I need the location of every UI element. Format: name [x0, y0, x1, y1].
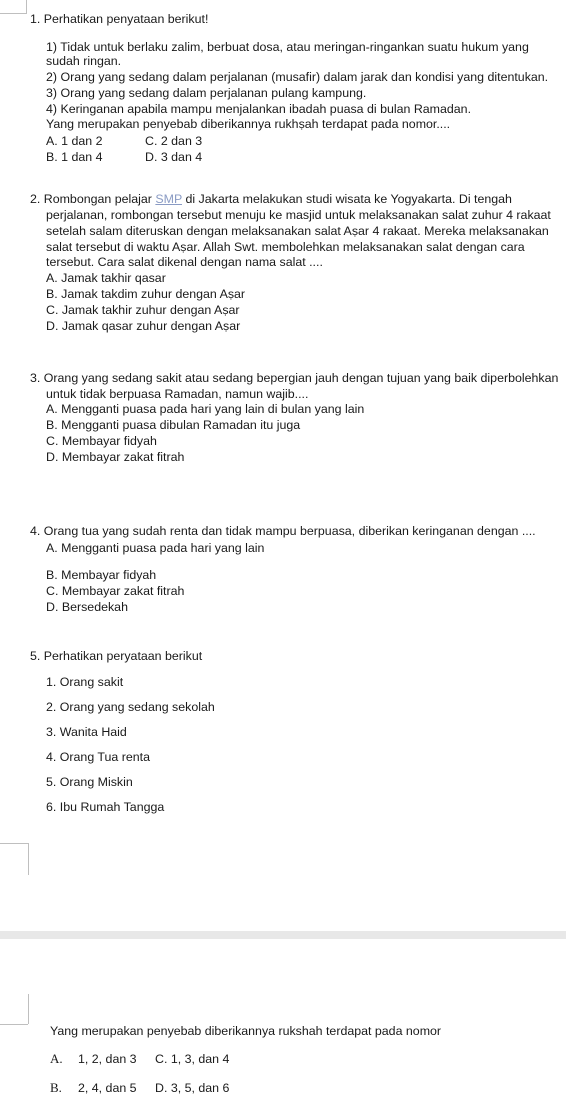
q5-option-d[interactable]: D. 3, 5, dan 6: [155, 1081, 230, 1095]
corner-mark-bottom-v: [28, 994, 29, 1024]
q4-option-b[interactable]: B. Membayar fidyah: [46, 568, 157, 582]
q4-option-a[interactable]: A. Mengganti puasa pada hari yang lain: [46, 541, 265, 555]
q1-statement-3: 3) Orang yang sedang dalam perjalanan pulang kampung.: [46, 86, 367, 100]
q1-title: 1. Perhatikan penyataan berikut!: [30, 12, 209, 26]
corner-mark-bottom-h: [0, 1024, 28, 1025]
smp-link[interactable]: SMP: [155, 192, 183, 206]
page-divider: [0, 931, 566, 939]
corner-mark-top-h: [0, 13, 27, 14]
q2-option-b[interactable]: B. Jamak takdim zuhur dengan Aṣar: [46, 287, 246, 301]
q5-title: 5. Perhatikan peryataan berikut: [30, 649, 203, 663]
q1-option-b[interactable]: B. 1 dan 4: [46, 150, 103, 164]
q1-statement-2: 2) Orang yang sedang dalam perjalanan (musafir) dalam jarak dan kondisi yang ditentukan.: [46, 70, 549, 84]
q2-option-a[interactable]: A. Jamak takhir qasar: [46, 271, 166, 285]
q3-line-1: 3. Orang yang sedang sakit atau sedang bepergian jauh dengan tujuan yang baik diperbolehkan: [30, 371, 559, 385]
q1-statement-4: 4) Keringanan apabila mampu menjalankan ibadah puasa di bulan Ramadan.: [46, 102, 472, 116]
q3-option-b[interactable]: B. Mengganti puasa dibulan Ramadan itu juga: [46, 418, 301, 432]
q1-question: Yang merupakan penyebab diberikannya rukhṣah terdapat pada nomor....: [46, 117, 451, 131]
q1-option-a[interactable]: A. 1 dan 2: [46, 134, 103, 148]
q2-line-3: setelah salam diteruskan dengan melaksanakan salat Aṣar 4 rakaat. Mereka melaksanakan: [46, 224, 549, 238]
q5-item-4: 4. Orang Tua renta: [46, 750, 151, 764]
q1-statement-1b: sudah ringan.: [46, 54, 122, 68]
q5-item-1: 1. Orang sakit: [46, 675, 124, 689]
q5-option-a-letter: A.: [50, 1051, 63, 1066]
q5-option-a[interactable]: 1, 2, dan 3: [78, 1052, 137, 1066]
q5-item-3: 3. Wanita Haid: [46, 725, 127, 739]
q2-option-c[interactable]: C. Jamak takhir zuhur dengan Aṣar: [46, 303, 240, 317]
q5-question: Yang merupakan penyebab diberikannya rukshah terdapat pada nomor: [50, 1024, 442, 1038]
q3-option-c[interactable]: C. Membayar fidyah: [46, 434, 157, 448]
q2-line-4: salat tersebut di waktu Aṣar. Allah Swt. membolehkan melaksanakan salat dengan cara: [46, 240, 525, 254]
q5-item-5: 5. Orang Miskin: [46, 775, 133, 789]
q2-line-5: tersebut. Cara salat dikenal dengan nama salat ....: [46, 255, 323, 269]
q5-option-b-letter: B.: [50, 1080, 62, 1095]
q5-option-c[interactable]: C. 1, 3, dan 4: [155, 1052, 230, 1066]
q1-option-d[interactable]: D. 3 dan 4: [145, 150, 203, 164]
q3-line-2: untuk tidak berpuasa Ramadan, namun wajib....: [46, 387, 309, 401]
q1-option-c[interactable]: C. 2 dan 3: [145, 134, 203, 148]
q2-line-1: [30, 192, 512, 206]
q4-line-1: 4. Orang tua yang sudah renta dan tidak mampu berpuasa, diberikan keringanan dengan ....: [30, 524, 536, 538]
corner-mark-mid-h: [0, 843, 28, 844]
corner-mark-top: [26, 0, 27, 14]
q2-line-2: perjalanan, rombongan tersebut menuju ke masjid untuk melaksanakan salat zuhur 4 rakaat: [46, 208, 551, 222]
q3-option-a[interactable]: A. Mengganti puasa pada hari yang lain di bulan yang lain: [46, 402, 365, 416]
q2-option-d[interactable]: D. Jamak qasar zuhur dengan Aṣar: [46, 319, 241, 333]
q3-option-d[interactable]: D. Membayar zakat fitrah: [46, 450, 185, 464]
q4-option-c[interactable]: C. Membayar zakat fitrah: [46, 584, 185, 598]
q2-line-1a: 2. Rombongan pelajar: [30, 192, 156, 206]
q4-option-d[interactable]: D. Bersedekah: [46, 600, 128, 614]
q5-item-6: 6. Ibu Rumah Tangga: [46, 800, 165, 814]
q5-item-2: 2. Orang yang sedang sekolah: [46, 700, 215, 714]
q2-line-1b: di Jakarta melakukan studi wisata ke Yogyakarta. Di tengah: [182, 192, 512, 206]
corner-mark-mid-v: [28, 843, 29, 875]
q1-statement-1a: 1) Tidak untuk berlaku zalim, berbuat dosa, atau meringan-ringankan suatu hukum yang: [46, 40, 529, 54]
q5-option-b[interactable]: 2, 4, dan 5: [78, 1081, 137, 1095]
